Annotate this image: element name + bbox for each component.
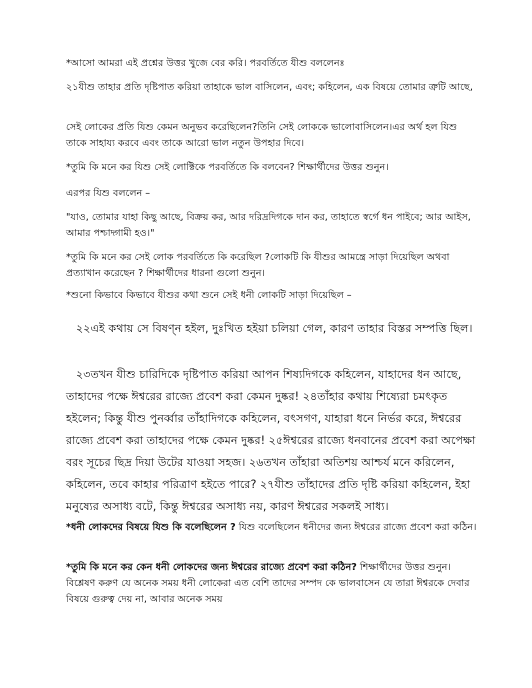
then-jesus-said: এরপর যিশু বললেন – <box>66 188 151 199</box>
question-intro: *আসো আমরা এই প্রশ্নের উত্তর খুজে বের করি। পরবর্তিতে যীশু বললেনঃ <box>66 58 345 69</box>
verse-22: ২২এই কথায় সে বিষণ্ন হইল, দুঃখিত হইয়া চলিয়া গেল, কারণ তাহার বিস্তর সম্পত্তি ছিল। <box>76 322 473 335</box>
question-response: *তুমি কি মনে কর সেই লোক পরবর্তিতে কি করেছিল ?লোকটি কি যীশুর আমন্ত্রে সাড়া দিয়েছিল অথবা প্রত্যাখান করেছেন ? শিক্ষার্থীদের ধারনা গুলো শুনুন। <box>66 252 450 279</box>
feeling-answer: সেই লোকের প্রতি যিশু কেমন অনুভব করেছিলেন?তিনি সেই লোককে ভালোবাসিলেন।এর অর্থ হল যিশু তাকে সাহায্য করবে এবং তাকে আরো ভাল নতুন উপহার দিবে। <box>66 122 458 149</box>
rich-people-question-bold: *ধনী লোকদের বিষয়ে যিশু কি বলেছিলেন ? <box>66 522 236 533</box>
rich-people-question <box>66 520 478 536</box>
verses-23-27: ২৩তখন যীশু চারিদিকে দৃষ্টিপাত করিয়া আপন শিষ্যদিগকে কহিলেন, যাহাদের ধন আছে, তাহাদের পক্ষে ঈশ্বরের রাজ্যে প্রবেশ করা কেমন দুষ্কর! ২৪তাঁহার কথায় শিষ্যেরা চমৎকৃত হইলেন; কিন্তু যীশু পুনর্ব্বার তাঁহাদিগকে কহিলেন, বৎসগণ, যাহারা ধনে নির্ভর করে, ঈশ্বরের রাজ্যে প্রবেশ করা তাহাদের পক্ষে কেমন দুষ্কর! ২৫ঈশ্বরের রাজ্যে ধনবানের প্রবেশ করা অপেক্ষা বরং সূচের ছিদ্র দিয়া উটের যাওয়া সহজ। ২৬তখন তাঁহারা অতিশয় আশ্চর্য মনে করিলেন, কহিলেন, তবে কাহার পরিত্রাণ হইতে পারে? ২৭যীশু তাঁহাদের প্রতি দৃষ্টি করিয়া কহিলেন, ইহা মনুষ্যের অসাধ্য বটে, কিন্তু ঈশ্বরের অসাধ্য নয়, কারণ ঈশ্বরের সকলই সাধ্য। <box>66 368 476 513</box>
jesus-quote: "যাও, তোমার যাহা কিছু আছে, বিক্রয় কর, আর দরিদ্রদিগকে দান কর, তাহাতে স্বর্গে ধন পাইবে; আর আইস, আমার পশ্চাদ্গামী হও।" <box>66 212 471 239</box>
why-hard-question-bold: *তুমি কি মনে কর কেন ধনী লোকদের জন্য ঈশ্বরের রাজ্যে প্রবেশ করা কঠিন? <box>66 562 357 573</box>
listen-response: *শুনো কিভাবে কিভাবে যীশুর কথা শুনে সেই ধনী লোকটি সাড়া দিয়েছিল – <box>66 290 352 301</box>
rich-people-answer: যিশু বলেছিলেন ধনীদের জন্য ঈশ্বরের রাজ্যে প্রবেশ করা কঠিন। <box>235 522 477 533</box>
why-hard-question <box>66 560 478 608</box>
verse-21: ২১যীশু তাহার প্রতি দৃষ্টিপাত করিয়া তাহাকে ভাল বাসিলেন, এবং; কহিলেন, এক বিষয়ে তোমার ত্রুটি আছে, <box>66 82 473 93</box>
why-hard-answer: শিক্ষার্থীদের উত্তর শুনুন। বিশ্লেষণ করুণ যে অনেক সময় ধনী লোকেরা এত বেশি তাদের সম্পদ কে ভালবাসেন যে তারা ঈশ্বরকে দেবার বিষয়ে গুরুত্ব দেয় না, আবার অনেক সময় <box>66 562 470 605</box>
question-next-words: *তুমি কি মনে কর যিশু সেই লোক্টিকে পরবর্তিতে কি বলবেন? শিক্ষার্থীদের উত্তর শুনুন। <box>66 162 389 173</box>
